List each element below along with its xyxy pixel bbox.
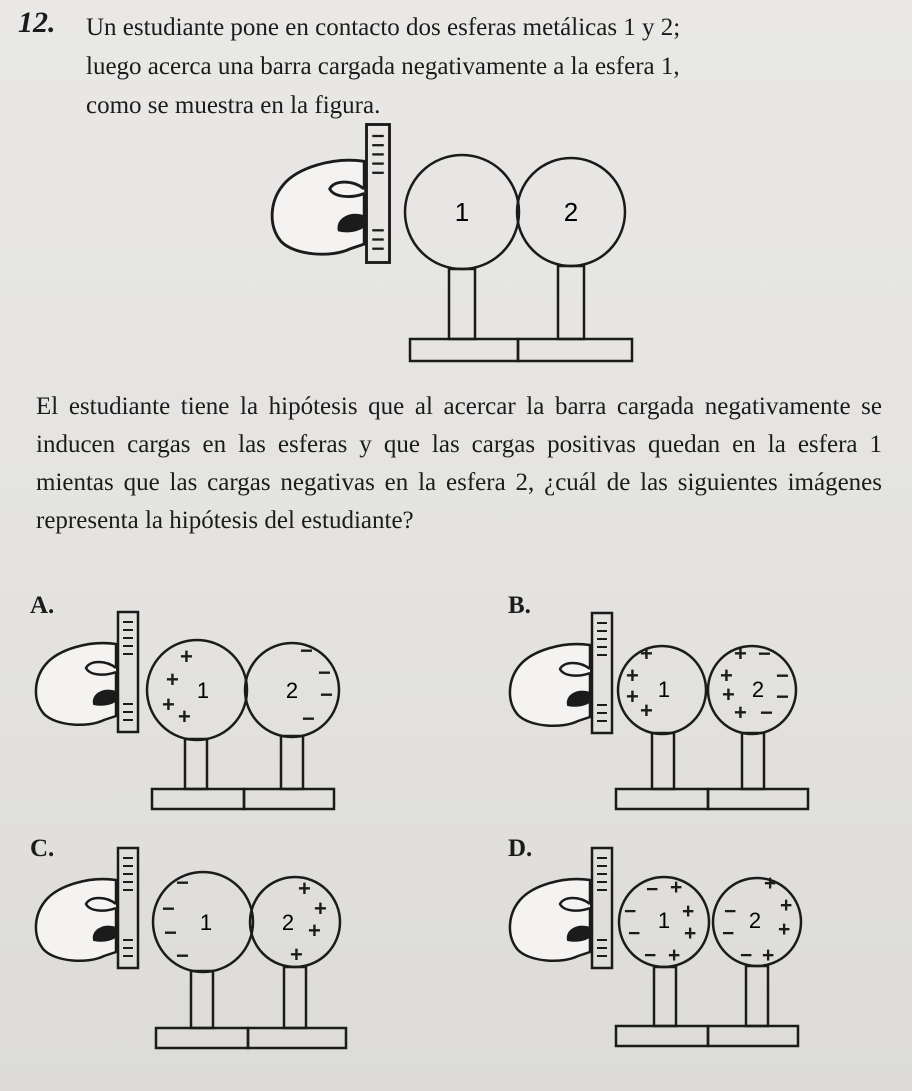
charge-d-6: + xyxy=(684,922,697,945)
stand-2-base-b xyxy=(708,789,808,809)
charge-b-2: + xyxy=(626,663,639,688)
main-figure xyxy=(272,125,632,362)
charge-d-5: − xyxy=(628,922,641,945)
charge-c-2: − xyxy=(162,896,175,921)
charge-c-5: + xyxy=(298,876,311,901)
stand-1-base-b xyxy=(616,789,708,809)
hypothesis-paragraph: El estudiante tiene la hipótesis que al acercar la barra cargada negativamente se inducen cargas en las esferas y que las cargas positivas quedan en la esfera 1 mientas que las cargas negativas en la esfera 2, ¿cuál de las siguientes imágenes representa la hipótesis del estudiante? xyxy=(36,393,882,534)
charge-b-3: + xyxy=(626,684,639,709)
charge-a-1: + xyxy=(180,644,193,669)
stand-2-post-b xyxy=(742,733,764,789)
hand-rod-a xyxy=(36,612,138,732)
charge-c-4: − xyxy=(176,943,189,968)
charge-c-6: + xyxy=(314,896,327,921)
stand-1-base-d xyxy=(616,1026,708,1046)
charge-c-7: + xyxy=(308,918,321,943)
charge-a-2: + xyxy=(166,667,179,692)
charge-d-14: − xyxy=(740,944,753,967)
stand-2-base-a xyxy=(244,789,334,809)
intro-line-3: como se muestra en la figura. xyxy=(86,92,381,119)
charge-d-10: − xyxy=(724,900,737,923)
charge-a-3: + xyxy=(162,692,175,717)
sphere-2-label: 2 xyxy=(563,197,579,227)
charge-b-12: − xyxy=(760,700,773,725)
hand-rod-d xyxy=(510,848,612,968)
stand-1-post xyxy=(449,269,475,339)
charge-b-7: + xyxy=(720,663,733,688)
stand-1-base-a xyxy=(152,789,244,809)
sphere-2-label-c: 2 xyxy=(281,910,295,935)
charge-d-11: + xyxy=(780,894,793,917)
charge-c-1: − xyxy=(176,870,189,895)
charge-a-7: − xyxy=(320,682,333,707)
charge-d-7: − xyxy=(644,944,657,967)
intro-line-1: Un estudiante pone en contacto dos esferas metálicas 1 y 2; xyxy=(86,14,681,41)
stand-2-post-c xyxy=(284,967,306,1028)
charge-d-12: − xyxy=(722,922,735,945)
charge-d-13: + xyxy=(778,918,791,941)
question-number: 12. xyxy=(18,6,56,39)
sphere-2-label-d: 2 xyxy=(748,908,762,933)
stand-2-post xyxy=(558,266,584,339)
charge-d-4: + xyxy=(682,900,695,923)
charge-b-9: + xyxy=(722,682,735,707)
charge-d-15: + xyxy=(762,944,775,967)
stand-2-base xyxy=(518,339,632,361)
charge-b-6: − xyxy=(758,641,771,666)
hand-rod-b xyxy=(510,613,612,733)
charge-b-4: + xyxy=(640,698,653,723)
charge-b-8: − xyxy=(776,663,789,688)
sphere-2-label-b: 2 xyxy=(751,677,765,702)
charge-d-3: − xyxy=(624,900,637,923)
charge-c-8: + xyxy=(290,942,303,967)
option-b-figure xyxy=(510,613,808,809)
hand-rod-main xyxy=(272,125,389,263)
charge-a-4: + xyxy=(178,704,191,729)
sphere-1-label-a: 1 xyxy=(196,678,210,703)
charge-b-11: + xyxy=(734,700,747,725)
charge-a-5: − xyxy=(300,638,313,663)
charge-d-1: − xyxy=(646,878,659,901)
stand-1-post-b xyxy=(652,733,674,789)
sphere-1-label-b: 1 xyxy=(657,677,671,702)
charge-c-3: − xyxy=(164,920,177,945)
charge-b-10: − xyxy=(776,684,789,709)
option-d-figure xyxy=(510,848,801,1046)
sphere-1-label: 1 xyxy=(454,197,470,227)
stand-2-post-a xyxy=(281,736,303,789)
charge-d-9: + xyxy=(764,872,777,895)
charge-a-8: − xyxy=(302,706,315,731)
charge-d-2: + xyxy=(670,876,683,899)
stand-1-post-d xyxy=(654,967,676,1026)
option-b-label[interactable]: B. xyxy=(508,592,531,619)
option-a-label[interactable]: A. xyxy=(30,592,55,619)
charge-b-5: + xyxy=(734,641,747,666)
sphere-1-label-c: 1 xyxy=(199,910,213,935)
sphere-1-label-d: 1 xyxy=(657,908,671,933)
stand-2-base-c xyxy=(248,1028,346,1048)
option-a-figure xyxy=(36,612,339,809)
stand-2-base-d xyxy=(708,1026,798,1046)
charge-b-1: + xyxy=(640,641,653,666)
charge-a-6: − xyxy=(318,660,331,685)
stand-1-base xyxy=(410,339,518,361)
stand-1-post-a xyxy=(185,739,207,789)
stand-1-base-c xyxy=(156,1028,248,1048)
hand-rod-c xyxy=(36,848,138,968)
option-d-label[interactable]: D. xyxy=(508,835,533,862)
stand-2-post-d xyxy=(746,966,768,1026)
sphere-2-label-a: 2 xyxy=(285,678,299,703)
option-c-figure xyxy=(36,848,346,1048)
stand-1-post-c xyxy=(191,971,213,1028)
charge-d-8: + xyxy=(668,944,681,967)
intro-line-2: luego acerca una barra cargada negativamente a la esfera 1, xyxy=(86,53,680,80)
option-c-label[interactable]: C. xyxy=(30,835,55,862)
